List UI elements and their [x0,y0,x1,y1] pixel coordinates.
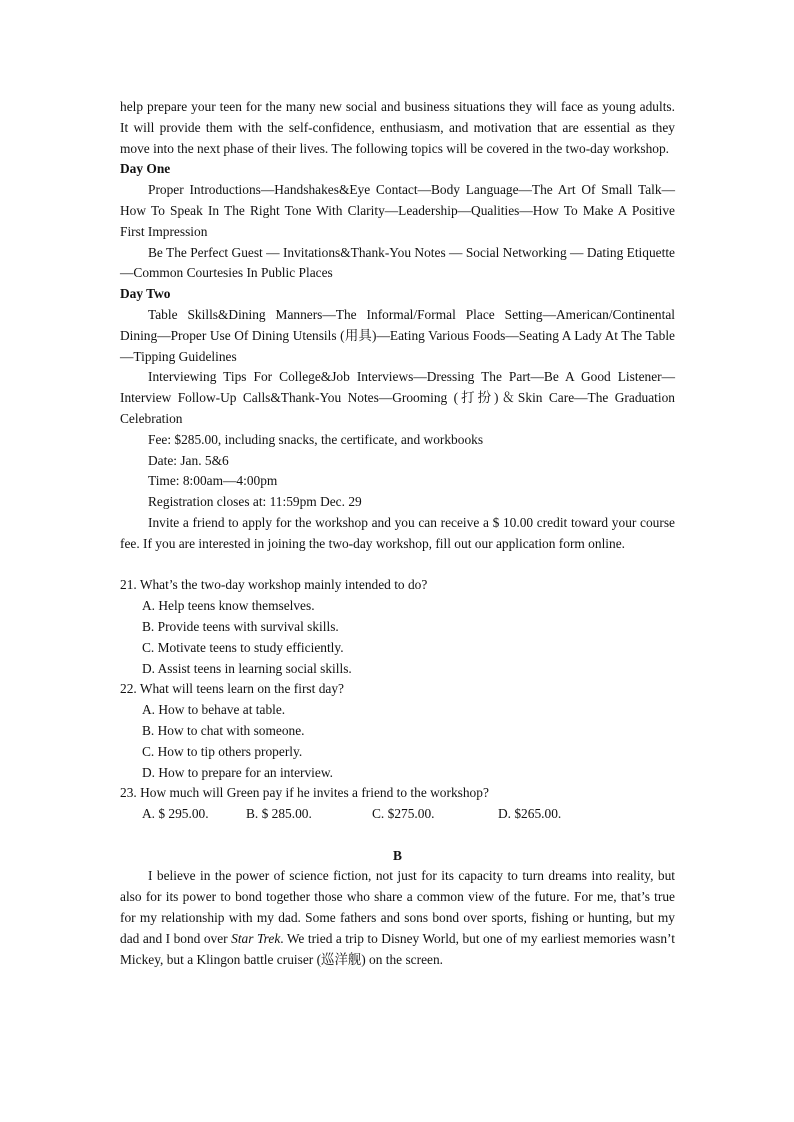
question-21 [120,575,675,679]
day-two-topics-1: Table Skills&Dining Manners—The Informal/Formal Place Setting—American/Continental Dining—Proper Use Of Dining Utensils (用具)—Eating Various Foods—Seating A Lady At The Table—Tipping Guidelines [120,306,675,364]
spacer [120,555,675,576]
day-one-topics-2: Be The Perfect Guest — Invitations&Thank-You Notes — Social Networking — Dating Etiquette—Common Courtesies In Public Places [120,244,675,281]
option-d: D. $265.00. [498,806,562,822]
invite-paragraph: Invite a friend to apply for the workshop and you can receive a $ 10.00 credit toward your course fee. If you are interested in joining the two-day workshop, fill out our application form online. [120,514,675,551]
question-stem: 22. What will teens learn on the first day? [120,681,344,697]
option-c: C. How to tip others properly. [142,743,303,759]
option-b: B. How to chat with someone. [142,722,305,738]
section-b-paragraph [120,866,675,970]
option-b: B. Provide teens with survival skills. [142,618,339,634]
spacer [120,825,675,846]
section-b-label: B [393,847,402,863]
section-b-text-before: I believe in the power of science fiction, not just for its capacity to turn dreams into reality, but also for its power to bond together those who share a common view of the future. For me, that’s true for my relationship with my dad. Some fathers and sons bond over sports, fishing or hunting, but my dad and I bond over [120,868,675,946]
section-b-text-after: . We tried a trip to Disney World, but one of my earliest memories wasn’t Mickey, but a Klingon battle cruiser (巡洋舰) on the screen. [120,930,675,967]
option-d: D. How to prepare for an interview. [142,764,333,780]
option-a: A. $ 295.00. [142,806,209,822]
question-23 [120,783,675,825]
option-a: A. How to behave at table. [142,702,286,718]
option-d: D. Assist teens in learning social skills. [142,660,352,676]
option-c: C. $275.00. [372,806,435,822]
document-content [120,97,675,970]
section-b-italic-title: Star Trek [231,930,281,946]
intro-paragraph: help prepare your teen for the many new social and business situations they will face as young adults. It will provide them with the self-confidence, enthusiasm, and motivation that are essential as they move into the next phase of their lives. The following topics will be covered in the two-day workshop. [120,99,675,156]
day-one-heading: Day One [120,161,171,177]
question-stem: 23. How much will Green pay if he invites a friend to the workshop? [120,785,489,801]
day-one-topics-1: Proper Introductions—Handshakes&Eye Contact—Body Language—The Art Of Small Talk—How To Speak In The Right Tone With Clarity—Leadership—Qualities—How To Make A Positive First Impression [120,182,675,239]
date-line: Date: Jan. 5&6 [148,452,229,468]
day-two-topics-2: Interviewing Tips For College&Job Interviews—Dressing The Part—Be A Good Listener—Interview Follow-Up Calls&Thank-You Notes—Grooming (打扮)＆Skin Care—The Graduation Celebration [120,369,675,426]
fee-line: Fee: $285.00, including snacks, the certificate, and workbooks [148,431,484,447]
time-line: Time: 8:00am—4:00pm [148,473,278,489]
option-b: B. $ 285.00. [246,806,312,822]
day-two-heading: Day Two [120,286,171,302]
question-22 [120,679,675,783]
registration-line: Registration closes at: 11:59pm Dec. 29 [148,494,362,510]
options-row [142,804,675,825]
option-a: A. Help teens know themselves. [142,598,315,614]
option-c: C. Motivate teens to study efficiently. [142,639,344,655]
question-stem: 21. What’s the two-day workshop mainly intended to do? [120,577,428,593]
